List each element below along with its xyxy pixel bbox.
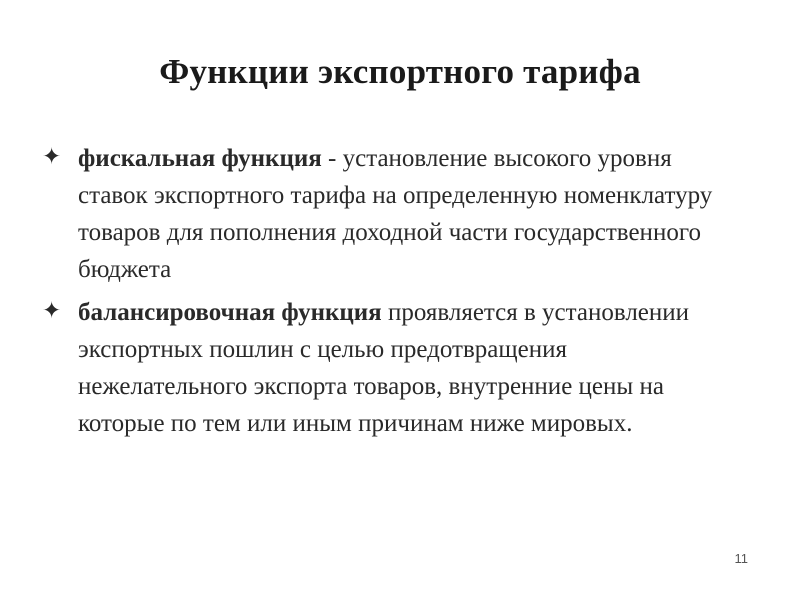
star-bullet-icon: ✦ (42, 298, 62, 324)
bullet-list (40, 140, 740, 448)
slide-title: Функции экспортного тарифа (159, 52, 641, 91)
bullet-term: фискальная функция (78, 145, 322, 172)
star-bullet-icon: ✦ (42, 144, 62, 170)
bullet-text: - установление высокого уровня ставок экспортного тарифа на определенную номенклатуру товаров для пополнения доходной части государственного бюджета (78, 145, 713, 283)
bullet-item-balancing (40, 294, 740, 442)
bullet-text: проявляется в установлении экспортных пошлин с целью предотвращения нежелательного экспорта товаров, внутренние цены на которые по тем или иным причинам ниже мировых. (78, 299, 690, 437)
page-number: 11 (734, 551, 748, 566)
bullet-item-fiscal (40, 140, 740, 288)
bullet-term: балансировочная функция (78, 299, 382, 326)
